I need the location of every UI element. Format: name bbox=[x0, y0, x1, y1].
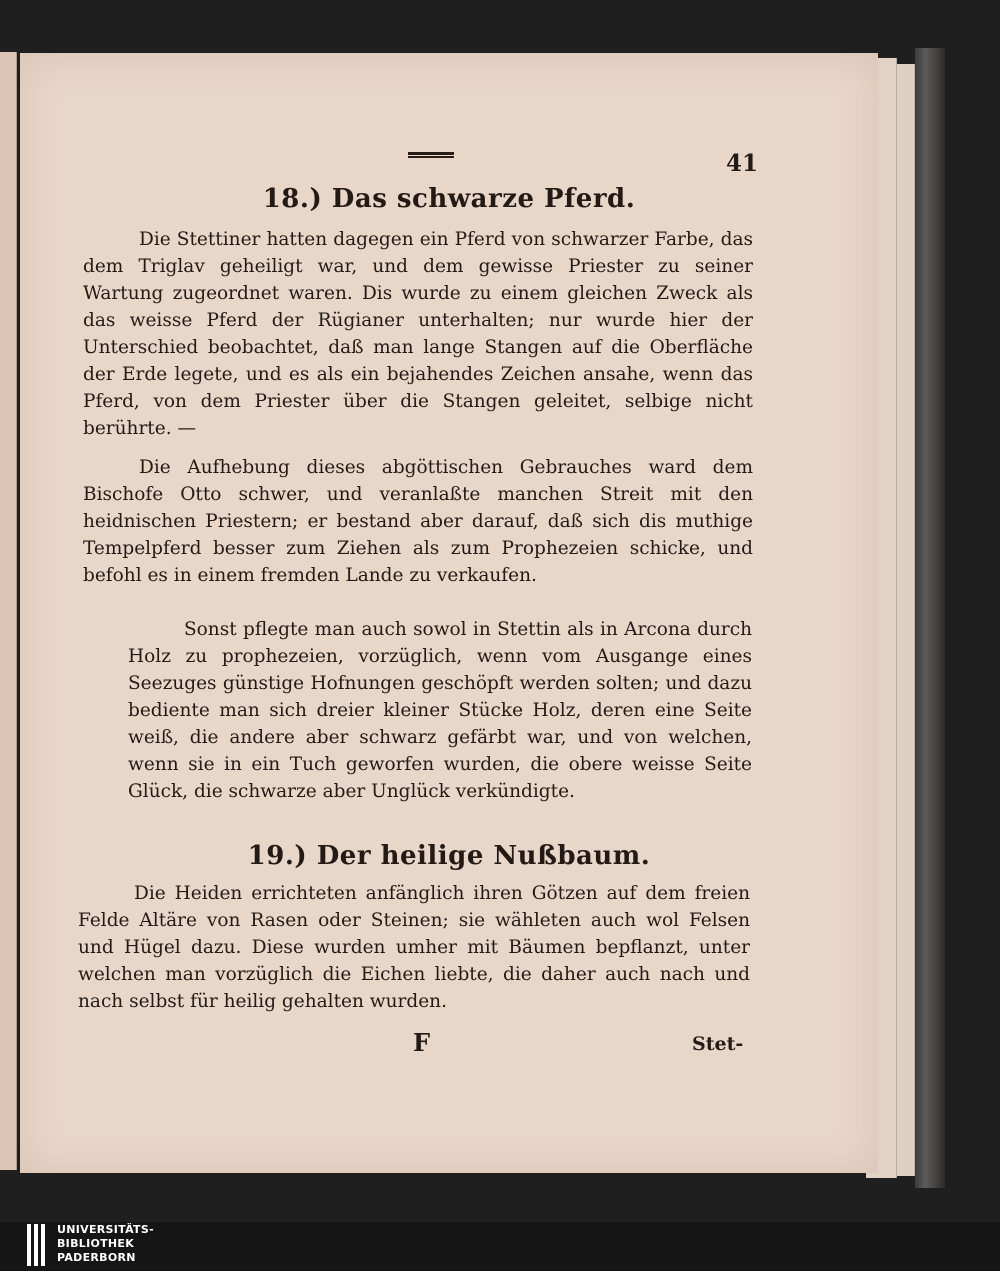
section-heading-18: 18.) Das schwarze Pferd. bbox=[262, 184, 636, 214]
library-logo-icon bbox=[27, 1224, 51, 1266]
library-name bbox=[57, 1223, 154, 1265]
catchword: Stet- bbox=[692, 1033, 744, 1055]
previous-page-edge bbox=[0, 52, 17, 1170]
library-name-line: BIBLIOTHEK bbox=[57, 1237, 135, 1250]
book-cover-edge bbox=[915, 48, 945, 1188]
header-rule bbox=[408, 152, 454, 158]
library-name-line: PADERBORN bbox=[57, 1251, 136, 1264]
paragraph: Die Heiden errichteten anfänglich ihren Götzen auf dem freien Felde Altäre von Rasen oder Steinen; sie wähleten auch wol Felsen und Hügel dazu. Diese wurden umher mit Bäumen bepflanzt, unter welchen man vorzüglich die Eichen liebte, die daher auch nach und nach selbst für heilig gehalten wurden. bbox=[78, 883, 750, 1012]
book-page bbox=[20, 53, 878, 1173]
signature-mark: F bbox=[413, 1028, 431, 1057]
section-heading-19: 19.) Der heilige Nußbaum. bbox=[247, 841, 651, 871]
paragraph: Die Stettiner hatten dagegen ein Pferd von schwarzer Farbe, das dem Triglav geheiligt war, und dem gewisse Priester zu seiner Wartung zugeordnet waren. Dis wurde zu einem gleichen Zweck als das weisse Pferd der Rügianer unterhalten; nur wurde hier der Unterschied beobachtet, daß man lange Stangen auf die Oberfläche der Erde legete, und es als ein bejahendes Zeichen ansahe, wenn das Pferd, von dem Priester über die Stangen geleitet, selbige nicht berührte. — bbox=[83, 229, 753, 439]
paragraph: Die Aufhebung dieses abgöttischen Gebrauches ward dem Bischofe Otto schwer, und veranlaßte manchen Streit mit den heidnischen Priestern; er bestand aber darauf, daß sich dis muthige Tempelpferd besser zum Ziehen als zum Prophezeien schicke, und befohl es in einem fremden Lande zu verkaufen. bbox=[83, 457, 753, 586]
page-number: 41 bbox=[726, 150, 759, 177]
paragraph: Sonst pflegte man auch sowol in Stettin als in Arcona durch Holz zu prophezeien, vorzüglich, wenn vom Ausgange eines Seezuges günstige Hofnungen geschöpft werden solten; und dazu bediente man sich dreier kleiner Stücke Holz, deren eine Seite weiß, die andere aber schwarz gefärbt war, und von welchen, wenn sie in ein Tuch geworfen wurden, die obere weisse Seite Glück, die schwarze aber Unglück verkündigte. bbox=[128, 619, 752, 802]
library-name-line: UNIVERSITÄTS- bbox=[57, 1223, 154, 1236]
